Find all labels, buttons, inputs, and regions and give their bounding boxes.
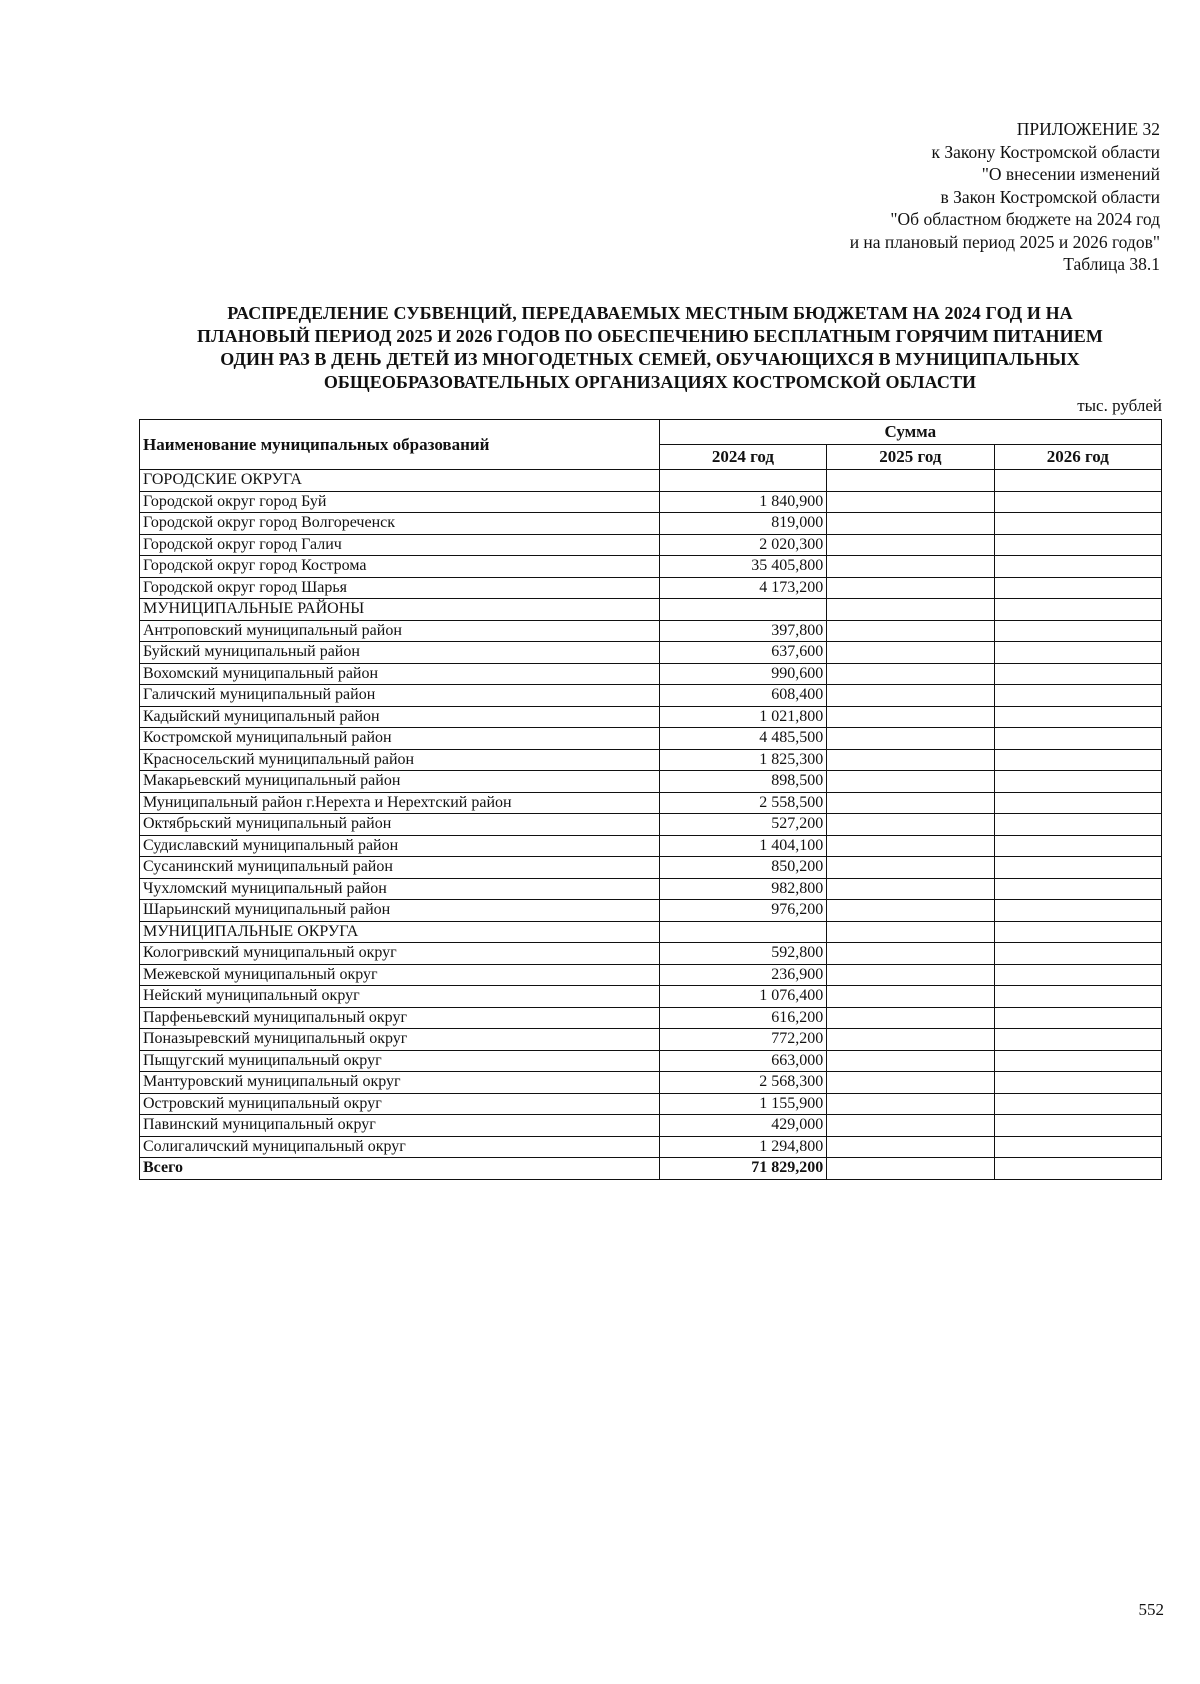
name-column-header: Наименование муниципальных образований bbox=[140, 420, 660, 470]
section-row bbox=[140, 921, 1162, 943]
amount-2025 bbox=[827, 1136, 994, 1158]
municipality-name: Мантуровский муниципальный округ bbox=[140, 1072, 660, 1094]
amount-2024: 898,500 bbox=[659, 771, 827, 793]
amount-2025 bbox=[827, 749, 994, 771]
table-row bbox=[140, 620, 1162, 642]
table-row bbox=[140, 1029, 1162, 1051]
appendix-line: в Закон Костромской области bbox=[940, 186, 1160, 207]
table-number: Таблица 38.1 bbox=[1063, 254, 1160, 274]
amount-2026 bbox=[994, 771, 1161, 793]
amount-2026 bbox=[994, 1072, 1161, 1094]
amount-2024: 429,000 bbox=[659, 1115, 827, 1137]
table-row bbox=[140, 1136, 1162, 1158]
table-row bbox=[140, 1115, 1162, 1137]
total-label: Всего bbox=[140, 1158, 660, 1180]
municipality-name: Буйский муниципальный район bbox=[140, 642, 660, 664]
municipality-name: Сусанинский муниципальный район bbox=[140, 857, 660, 879]
amount-2025 bbox=[827, 1029, 994, 1051]
amount-2026 bbox=[994, 986, 1161, 1008]
municipality-name: Островский муниципальный округ bbox=[140, 1093, 660, 1115]
amount-2024 bbox=[659, 599, 827, 621]
section-label: МУНИЦИПАЛЬНЫЕ РАЙОНЫ bbox=[140, 599, 660, 621]
amount-2025 bbox=[827, 1072, 994, 1094]
amount-2026 bbox=[994, 491, 1161, 513]
municipality-name: Городской округ город Шарья bbox=[140, 577, 660, 599]
amount-2026 bbox=[994, 685, 1161, 707]
amount-2024: 1 404,100 bbox=[659, 835, 827, 857]
table-row bbox=[140, 1072, 1162, 1094]
table-row bbox=[140, 814, 1162, 836]
municipality-name: Межевской муниципальный округ bbox=[140, 964, 660, 986]
amount-2025 bbox=[827, 921, 994, 943]
total-2024: 71 829,200 bbox=[659, 1158, 827, 1180]
amount-2025 bbox=[827, 642, 994, 664]
amount-2025 bbox=[827, 470, 994, 492]
amount-2024: 2 558,500 bbox=[659, 792, 827, 814]
amount-2025 bbox=[827, 706, 994, 728]
amount-2025 bbox=[827, 599, 994, 621]
amount-2024: 4 173,200 bbox=[659, 577, 827, 599]
amount-2026 bbox=[994, 964, 1161, 986]
appendix-line: к Закону Костромской области bbox=[931, 141, 1160, 162]
table-row bbox=[140, 1093, 1162, 1115]
amount-2024: 1 294,800 bbox=[659, 1136, 827, 1158]
amount-2025 bbox=[827, 728, 994, 750]
table-row bbox=[140, 577, 1162, 599]
amount-2025 bbox=[827, 1007, 994, 1029]
page-number: 552 bbox=[1138, 1600, 1164, 1619]
amount-2026 bbox=[994, 577, 1161, 599]
title-line: РАСПРЕДЕЛЕНИЕ СУБВЕНЦИЙ, ПЕРЕДАВАЕМЫХ МЕСТНЫМ БЮДЖЕТАМ НА 2024 ГОД И НА bbox=[227, 303, 1073, 323]
amount-2025 bbox=[827, 878, 994, 900]
amount-2025 bbox=[827, 1093, 994, 1115]
table-row bbox=[140, 857, 1162, 879]
municipality-name: Чухломский муниципальный район bbox=[140, 878, 660, 900]
amount-2025 bbox=[827, 577, 994, 599]
amount-2026 bbox=[994, 642, 1161, 664]
municipality-name: Поназыревский муниципальный округ bbox=[140, 1029, 660, 1051]
table-row bbox=[140, 513, 1162, 535]
amount-2026 bbox=[994, 706, 1161, 728]
amount-2024: 819,000 bbox=[659, 513, 827, 535]
table-row bbox=[140, 556, 1162, 578]
amount-2024: 990,600 bbox=[659, 663, 827, 685]
municipality-name: Шарьинский муниципальный район bbox=[140, 900, 660, 922]
appendix-header bbox=[850, 118, 1160, 276]
municipality-name: Городской округ город Кострома bbox=[140, 556, 660, 578]
amount-2024: 1 825,300 bbox=[659, 749, 827, 771]
table-row bbox=[140, 749, 1162, 771]
amount-2026 bbox=[994, 620, 1161, 642]
municipality-name: Октябрьский муниципальный район bbox=[140, 814, 660, 836]
municipality-name: Нейский муниципальный округ bbox=[140, 986, 660, 1008]
municipality-name: Городской округ город Галич bbox=[140, 534, 660, 556]
table-row bbox=[140, 663, 1162, 685]
table-row bbox=[140, 878, 1162, 900]
amount-2025 bbox=[827, 814, 994, 836]
municipality-name: Макарьевский муниципальный район bbox=[140, 771, 660, 793]
table-row bbox=[140, 491, 1162, 513]
amount-2025 bbox=[827, 685, 994, 707]
table-body bbox=[140, 470, 1162, 1180]
amount-2026 bbox=[994, 1136, 1161, 1158]
table-row bbox=[140, 792, 1162, 814]
title-line: ПЛАНОВЫЙ ПЕРИОД 2025 И 2026 ГОДОВ ПО ОБЕСПЕЧЕНИЮ БЕСПЛАТНЫМ ГОРЯЧИМ ПИТАНИЕМ bbox=[197, 326, 1103, 346]
amount-2026 bbox=[994, 1115, 1161, 1137]
municipality-name: Красносельский муниципальный район bbox=[140, 749, 660, 771]
table-row bbox=[140, 728, 1162, 750]
amount-2024: 608,400 bbox=[659, 685, 827, 707]
table-row bbox=[140, 1007, 1162, 1029]
municipality-name: Судиславский муниципальный район bbox=[140, 835, 660, 857]
amount-2026 bbox=[994, 470, 1161, 492]
municipality-name: Антроповский муниципальный район bbox=[140, 620, 660, 642]
amount-2026 bbox=[994, 534, 1161, 556]
amount-2025 bbox=[827, 491, 994, 513]
amount-2024: 1 155,900 bbox=[659, 1093, 827, 1115]
municipality-name: Городской округ город Волгореченск bbox=[140, 513, 660, 535]
amount-2025 bbox=[827, 513, 994, 535]
amount-2025 bbox=[827, 534, 994, 556]
amount-2026 bbox=[994, 900, 1161, 922]
amount-2026 bbox=[994, 728, 1161, 750]
amount-2024: 527,200 bbox=[659, 814, 827, 836]
year-2026-header: 2026 год bbox=[994, 445, 1161, 470]
section-label: ГОРОДСКИЕ ОКРУГА bbox=[140, 470, 660, 492]
appendix-line: и на плановый период 2025 и 2026 годов" bbox=[849, 231, 1160, 252]
total-row bbox=[140, 1158, 1162, 1180]
title-line: ОДИН РАЗ В ДЕНЬ ДЕТЕЙ ИЗ МНОГОДЕТНЫХ СЕМЕЙ, ОБУЧАЮЩИХСЯ В МУНИЦИПАЛЬНЫХ bbox=[220, 349, 1080, 369]
amount-2025 bbox=[827, 771, 994, 793]
amount-2025 bbox=[827, 556, 994, 578]
unit-label: тыс. рублей bbox=[1077, 396, 1162, 415]
municipality-name: Солигаличский муниципальный округ bbox=[140, 1136, 660, 1158]
table-row bbox=[140, 964, 1162, 986]
table-row bbox=[140, 835, 1162, 857]
amount-2024: 663,000 bbox=[659, 1050, 827, 1072]
year-2025-header: 2025 год bbox=[827, 445, 994, 470]
table-row bbox=[140, 642, 1162, 664]
amount-2025 bbox=[827, 900, 994, 922]
amount-2026 bbox=[994, 792, 1161, 814]
amount-2024: 4 485,500 bbox=[659, 728, 827, 750]
amount-2024: 616,200 bbox=[659, 1007, 827, 1029]
table-row bbox=[140, 986, 1162, 1008]
amount-2026 bbox=[994, 513, 1161, 535]
municipality-name: Костромской муниципальный район bbox=[140, 728, 660, 750]
municipality-name: Галичский муниципальный район bbox=[140, 685, 660, 707]
amount-2025 bbox=[827, 792, 994, 814]
amount-2025 bbox=[827, 1050, 994, 1072]
title-line: ОБЩЕОБРАЗОВАТЕЛЬНЫХ ОРГАНИЗАЦИЯХ КОСТРОМСКОЙ ОБЛАСТИ bbox=[323, 372, 977, 392]
amount-2024: 982,800 bbox=[659, 878, 827, 900]
municipality-name: Вохомский муниципальный район bbox=[140, 663, 660, 685]
amount-2025 bbox=[827, 835, 994, 857]
table-row bbox=[140, 706, 1162, 728]
amount-2024 bbox=[659, 470, 827, 492]
table-header-row bbox=[140, 420, 1162, 445]
total-2026 bbox=[994, 1158, 1161, 1180]
table-row bbox=[140, 534, 1162, 556]
amount-2024: 772,200 bbox=[659, 1029, 827, 1051]
amount-2026 bbox=[994, 1093, 1161, 1115]
municipality-name: Кологривский муниципальный округ bbox=[140, 943, 660, 965]
table-row bbox=[140, 1050, 1162, 1072]
amount-2026 bbox=[994, 749, 1161, 771]
sum-column-header: Сумма bbox=[659, 420, 1161, 445]
amount-2026 bbox=[994, 1007, 1161, 1029]
amount-2024: 1 076,400 bbox=[659, 986, 827, 1008]
amount-2024: 592,800 bbox=[659, 943, 827, 965]
amount-2025 bbox=[827, 857, 994, 879]
amount-2025 bbox=[827, 986, 994, 1008]
municipality-name: Парфеньевский муниципальный округ bbox=[140, 1007, 660, 1029]
amount-2024: 1 840,900 bbox=[659, 491, 827, 513]
municipality-name: Кадыйский муниципальный район bbox=[140, 706, 660, 728]
table-row bbox=[140, 943, 1162, 965]
amount-2025 bbox=[827, 663, 994, 685]
amount-2026 bbox=[994, 921, 1161, 943]
appendix-line: "О внесении изменений bbox=[981, 164, 1160, 184]
amount-2026 bbox=[994, 857, 1161, 879]
table-row bbox=[140, 685, 1162, 707]
amount-2026 bbox=[994, 878, 1161, 900]
municipality-name: Пыщугский муниципальный округ bbox=[140, 1050, 660, 1072]
amount-2026 bbox=[994, 943, 1161, 965]
table-row bbox=[140, 771, 1162, 793]
total-2025 bbox=[827, 1158, 994, 1180]
amount-2025 bbox=[827, 1115, 994, 1137]
municipality-name: Муниципальный район г.Нерехта и Нерехтский район bbox=[140, 792, 660, 814]
amount-2026 bbox=[994, 1029, 1161, 1051]
section-label: МУНИЦИПАЛЬНЫЕ ОКРУГА bbox=[140, 921, 660, 943]
amount-2024: 35 405,800 bbox=[659, 556, 827, 578]
amount-2026 bbox=[994, 556, 1161, 578]
municipality-name: Городской округ город Буй bbox=[140, 491, 660, 513]
appendix-line: "Об областном бюджете на 2024 год bbox=[890, 209, 1160, 229]
section-row bbox=[140, 599, 1162, 621]
section-row bbox=[140, 470, 1162, 492]
subventions-table bbox=[139, 419, 1162, 1180]
amount-2024: 2 020,300 bbox=[659, 534, 827, 556]
amount-2026 bbox=[994, 814, 1161, 836]
amount-2026 bbox=[994, 1050, 1161, 1072]
amount-2024: 976,200 bbox=[659, 900, 827, 922]
amount-2025 bbox=[827, 620, 994, 642]
amount-2024 bbox=[659, 921, 827, 943]
document-title bbox=[130, 302, 1170, 394]
amount-2024: 2 568,300 bbox=[659, 1072, 827, 1094]
table-row bbox=[140, 900, 1162, 922]
amount-2026 bbox=[994, 663, 1161, 685]
amount-2025 bbox=[827, 964, 994, 986]
amount-2024: 637,600 bbox=[659, 642, 827, 664]
amount-2026 bbox=[994, 599, 1161, 621]
amount-2024: 397,800 bbox=[659, 620, 827, 642]
year-2024-header: 2024 год bbox=[659, 445, 827, 470]
municipality-name: Павинский муниципальный округ bbox=[140, 1115, 660, 1137]
amount-2026 bbox=[994, 835, 1161, 857]
amount-2025 bbox=[827, 943, 994, 965]
amount-2024: 850,200 bbox=[659, 857, 827, 879]
amount-2024: 236,900 bbox=[659, 964, 827, 986]
appendix-line: ПРИЛОЖЕНИЕ 32 bbox=[1016, 119, 1160, 139]
amount-2024: 1 021,800 bbox=[659, 706, 827, 728]
